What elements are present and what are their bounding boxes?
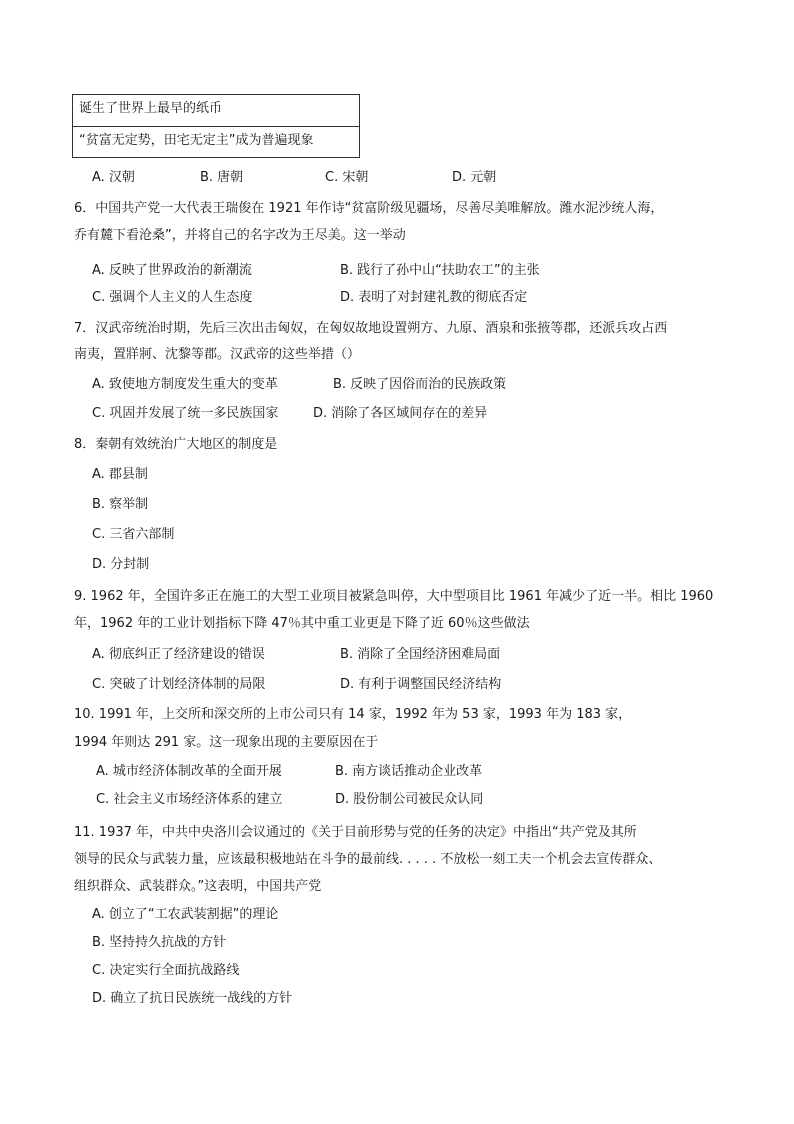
q7-option-a: A. 致使地方制度发生重大的变革 [92,377,278,392]
options-table [72,94,360,158]
q6-option-b: B. 践行了孙中山“扶助农工”的主张 [340,263,540,278]
q10-option-b: B. 南方谈话推动企业改革 [335,764,483,779]
q9-option-c: C. 突破了计划经济体制的局限 [92,677,266,692]
q9-stem-line: 年，1962 年的工业计划指标下降 47％其中重工业更是下降了近 60％这些做法 [74,616,530,631]
q10-option-d: D. 股份制公司被民众认同 [335,792,484,807]
q8-option-c: C. 三省六部制 [92,527,175,542]
q9-option-a: A. 彻底纠正了经济建设的错误 [92,647,265,662]
q9-option-d: D. 有利于调整国民经济结构 [340,677,502,692]
q7-stem-line: 7．汉武帝统治时期，先后三次出击匈奴，在匈奴故地设置朔方、九原、酒泉和张掖等郡，还派兵攻占西 [74,321,668,336]
q6-option-d: D. 表明了对封建礼教的彻底否定 [340,290,528,305]
q6-option-a: A. 反映了世界政治的新潮流 [92,263,252,278]
table-row: 诞生了世界上最早的纸币 [79,101,223,116]
q10-stem-line: 10. 1991 年，上交所和深交所的上市公司只有 14 家，1992 年为 53 家，1993 年为 183 家， [74,707,632,722]
table-row: “贫富无定势，田宅无定主”成为普遍现象 [73,126,359,157]
q8-option-d: D. 分封制 [92,557,150,572]
q8-stem-line: 8．秦朝有效统治广大地区的制度是 [74,437,278,452]
q11-option-a: A. 创立了“工农武装割据”的理论 [92,907,279,922]
q6-stem-line: 6．中国共产党一大代表王瑞俊在 1921 年作诗“贫富阶级见疆场，尽善尽美唯解放。潍水泥沙统人海， [74,201,664,216]
q7-option-b: B. 反映了因俗而治的民族政策 [333,377,507,392]
q11-stem-line: 组织群众、武装群众。”这表明，中国共产党 [74,879,322,894]
q11-stem-line: 11. 1937 年，中共中央洛川会议通过的《关于目前形势与党的任务的决定》中指出“共产党及其所 [74,825,637,840]
q5-option-d: D. 元朝 [452,170,497,185]
q11-stem-line: 领导的民众与武装力量，应该最积极地站在斗争的最前线. . . . . 不放松一刻工夫一个机会去宣传群众、 [74,852,662,867]
q11-option-c: C. 决定实行全面抗战路线 [92,963,240,978]
q7-stem-line: 南夷，置牂牁、沈黎等郡。汉武帝的这些举措（） [74,347,361,362]
q11-option-b: B. 坚持持久抗战的方针 [92,935,227,950]
q6-option-c: C. 强调个人主义的人生态度 [92,290,253,305]
q11-option-d: D. 确立了抗日民族统一战线的方针 [92,991,293,1006]
q9-option-b: B. 消除了全国经济困难局面 [340,647,501,662]
q5-option-c: C. 宋朝 [325,170,369,185]
q8-option-b: B. 察举制 [92,497,149,512]
q10-stem-line: 1994 年则达 291 家。这一现象出现的主要原因在于 [74,735,379,750]
q5-option-a: A. 汉朝 [92,170,135,185]
q8-option-a: A. 郡县制 [92,467,148,482]
q7-option-d: D. 消除了各区域间存在的差异 [313,406,488,421]
q5-option-b: B. 唐朝 [200,170,244,185]
q7-option-c: C. 巩固并发展了统一多民族国家 [92,406,279,421]
q9-stem-line: 9. 1962 年，全国许多正在施工的大型工业项目被紧急叫停，大中型项目比 1961 年减少了近一半。相比 1960 [74,589,714,604]
q10-option-c: C. 社会主义市场经济体系的建立 [96,792,283,807]
q6-stem-line: 乔有麓下看沧桑”，并将自己的名字改为王尽美。这一举动 [74,228,406,243]
q10-option-a: A. 城市经济体制改革的全面开展 [96,764,282,779]
